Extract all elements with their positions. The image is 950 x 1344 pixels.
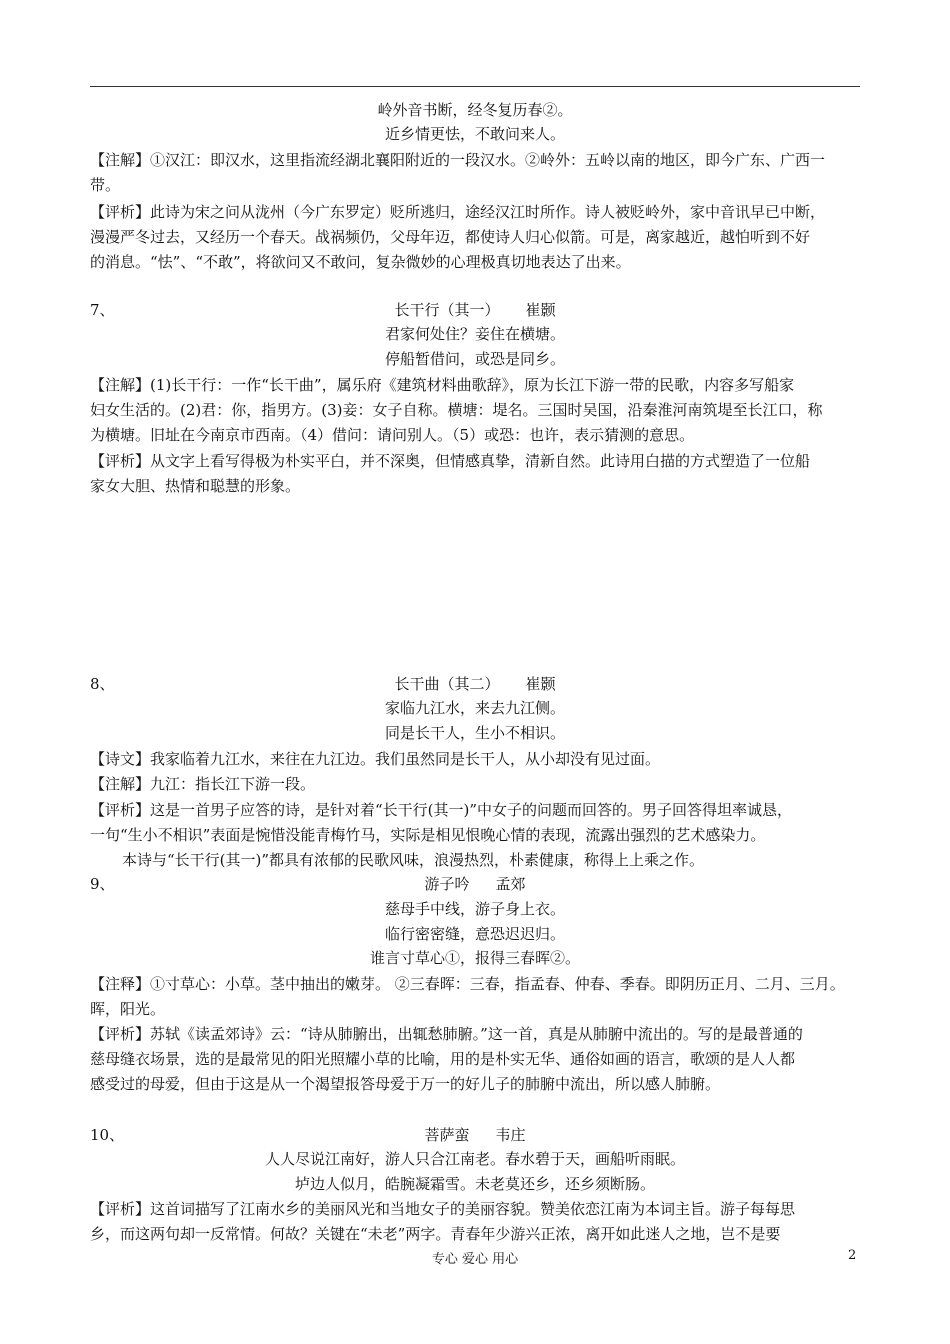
- poem-line: 同是长干人，生小不相识。: [384, 724, 565, 742]
- poem-line: 停船暂借问，或恐是同乡。: [384, 350, 565, 368]
- poem-line: 君家何处住？妾住在横塘。: [384, 325, 565, 343]
- annotation-line: 【注释】①寸草心：小草。茎中抽出的嫩芽。 ②三春晖：三春，指孟春、仲春、季春。即阴历正月、二月、三月。: [90, 975, 845, 993]
- annotation-line: 为横塘。旧址在今南京市西南。（4）借问：请问别人。（5）或恐：也许，表示猜测的意思。: [90, 426, 695, 444]
- poem-author: 韦庄: [495, 1126, 526, 1144]
- poem-title: 长干曲（其二） 崔颢: [394, 675, 556, 693]
- poem-line: 家临九江水，来去九江侧。: [384, 699, 565, 717]
- commentary-line: 【评析】从文字上看写得极为朴实平白，并不深奥，但情感真挚，清新自然。此诗用白描的方式塑造了一位船: [90, 452, 811, 470]
- commentary-line: 一句“生小不相识”表面是惋惜没能青梅竹马，实际是相见恨晚心情的表现，流露出强烈的艺术感染力。: [90, 826, 766, 844]
- poem-title: 游子吟 孟郊: [424, 875, 526, 893]
- commentary-line: 家女大胆、热情和聪慧的形象。: [90, 477, 301, 495]
- section-number: 9、: [90, 875, 115, 893]
- translation-line: 【诗文】我家临着九江水，来往在九江边。我们虽然同是长干人，从小却没有见过面。: [90, 750, 661, 768]
- poem-line: 慈母手中线，游子身上衣。: [384, 900, 565, 918]
- page-footer: 专心 爱心 用心: [431, 1252, 519, 1267]
- poem-line: 近乡情更怯，不敢问来人。: [384, 125, 565, 143]
- poem-author: 孟郊: [495, 875, 526, 893]
- commentary-line: 【评析】这首词描写了江南水乡的美丽风光和当地女子的美丽容貌。赞美依恋江南为本词主旨。游子每每思: [90, 1200, 796, 1218]
- annotation-line: 【注解】(1)长干行：一作“长干曲”，属乐府《建筑材料曲歌辞》，原为长江下游一带的民歌，内容多写船家: [90, 376, 795, 394]
- section-number: 10、: [90, 1126, 125, 1144]
- annotation-line: 晖，阳光。: [90, 1000, 166, 1018]
- poem-title: 菩萨蛮 韦庄: [424, 1126, 526, 1144]
- poem-title: 长干行（其一） 崔颢: [394, 301, 556, 319]
- commentary-line: 【评析】这是一首男子应答的诗，是针对着“长干行(其一)”中女子的问题而回答的。男子回答得坦率诚恳，: [90, 801, 793, 819]
- commentary-line: 乡，而这两句却一反常情。何故？关键在“未老”两字。青春年少游兴正浓，离开如此迷人之地，岂不是要: [90, 1225, 781, 1243]
- commentary-line: 慈母缝衣场景，选的是最常见的阳光照耀小草的比喻，用的是朴实无华、通俗如画的语言，歌颂的是人人都: [90, 1050, 796, 1068]
- poem-author: 崔颢: [525, 301, 556, 319]
- poem-line: 岭外音书断，经冬复历春②。: [377, 101, 573, 119]
- poem-line: 垆边人似月，皓腕凝霜雪。未老莫还乡，还乡须断肠。: [294, 1175, 655, 1193]
- commentary-line: 本诗与“长干行(其一)”都具有浓郁的民歌风味，浪漫热烈，朴素健康，称得上上乘之作。: [122, 851, 705, 869]
- poem-line: 人人尽说江南好，游人只合江南老。春水碧于天，画船听雨眠。: [264, 1150, 685, 1168]
- annotation-line: 带。: [90, 176, 121, 194]
- page-number: 2: [848, 1248, 857, 1263]
- commentary-line: 的消息。“怯”、“不敢”，将欲问又不敢问，复杂微妙的心理极真切地表达了出来。: [90, 253, 631, 271]
- annotation-line: 【注解】九江：指长江下游一段。: [90, 775, 316, 793]
- commentary-line: 【评析】此诗为宋之问从泷州（今广东罗定）贬所逃归，途经汉江时所作。诗人被贬岭外，家中音讯早已中断，: [90, 203, 826, 221]
- section-number: 8、: [90, 675, 115, 693]
- commentary-line: 感受过的母爱，但由于这是从一个渴望报答母爱于万一的好儿子的肺腑中流出，所以感人肺腑。: [90, 1075, 721, 1093]
- section-number: 7、: [90, 301, 115, 319]
- poem-line: 临行密密缝，意恐迟迟归。: [384, 925, 565, 943]
- annotation-line: 【注解】①汉江：即汉水，这里指流经湖北襄阳附近的一段汉水。②岭外：五岭以南的地区，即今广东、广西一: [90, 151, 826, 169]
- poem-line: 谁言寸草心①，报得三春晖②。: [369, 949, 580, 967]
- commentary-line: 漫漫严冬过去，又经历一个春天。战祸频仍，父母年迈，都使诗人归心似箭。可是，离家越近，越怕听到不好: [90, 228, 811, 246]
- commentary-line: 【评析】苏轼《读孟郊诗》云：“诗从肺腑出，出辄愁肺腑。”这一首，真是从肺腑中流出的。写的是最普通的: [90, 1025, 803, 1043]
- annotation-line: 妇女生活的。(2)君：你，指男方。(3)妾：女子自称。横塘：堤名。三国时吴国，沿秦淮河南筑堤至长江口，称: [90, 401, 823, 419]
- poem-author: 崔颢: [525, 675, 556, 693]
- header-rule: [90, 86, 860, 87]
